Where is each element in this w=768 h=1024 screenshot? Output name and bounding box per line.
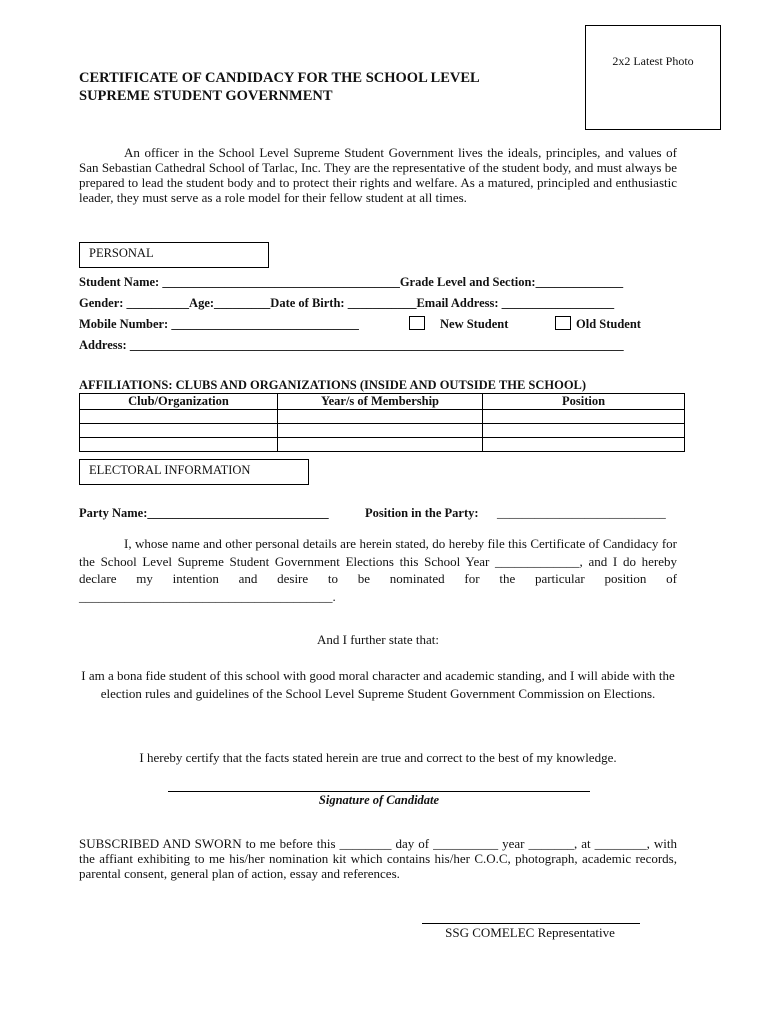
party-name-line: Party Name:_____________________________ bbox=[79, 506, 329, 520]
address-line: Address: _______________________________________________________________________________ bbox=[79, 338, 624, 352]
old-student-label: Old Student bbox=[576, 317, 641, 331]
table-cell[interactable] bbox=[278, 424, 483, 438]
table-cell[interactable] bbox=[483, 424, 685, 438]
candidate-signature-line bbox=[168, 791, 590, 792]
table-row bbox=[80, 410, 685, 424]
student-name-line: Student Name: ______________________________________Grade Level and Section:______________ bbox=[79, 275, 624, 289]
page-title bbox=[79, 69, 579, 105]
table-row bbox=[80, 424, 685, 438]
column-header: Club/Organization bbox=[80, 394, 278, 410]
table-cell[interactable] bbox=[80, 424, 278, 438]
mobile-line: Mobile Number: ______________________________ bbox=[79, 317, 359, 331]
photo-label: 2x2 Latest Photo bbox=[612, 54, 694, 68]
declaration-paragraph: I, whose name and other personal details are herein stated, do hereby file this Certificate of Candidacy for the School Level Supreme Student Government Elections this School Year _____________, and I do hereby declare my intention and desire to be nominated for the particular position of _______________________________________. bbox=[79, 536, 677, 604]
electoral-section-label: ELECTORAL INFORMATION bbox=[79, 459, 309, 485]
table-cell[interactable] bbox=[278, 410, 483, 424]
new-student-checkbox[interactable] bbox=[409, 316, 425, 330]
table-cell[interactable] bbox=[483, 410, 685, 424]
column-header: Year/s of Membership bbox=[278, 394, 483, 410]
affiliations-heading: AFFILIATIONS: CLUBS AND ORGANIZATIONS (INSIDE AND OUTSIDE THE SCHOOL) bbox=[79, 378, 587, 392]
table-cell[interactable] bbox=[80, 438, 278, 452]
new-student-label: New Student bbox=[440, 317, 509, 331]
signature-of-candidate-label: Signature of Candidate bbox=[318, 793, 440, 807]
bona-fide-paragraph: I am a bona fide student of this school with good moral character and academic standing, and I will abide with the election rules and guidelines of the School Level Supreme Student Government Commission on Elections. bbox=[81, 668, 675, 701]
table-row bbox=[80, 438, 685, 452]
gender-line: Gender: __________Age:_________Date of Birth: ___________Email Address: __________________ bbox=[79, 296, 615, 310]
intro-paragraph: An officer in the School Level Supreme Student Government lives the ideals, principles, and values of San Sebastian Cathedral School of Tarlac, Inc. They are the representative of the student body, and must always be prepared to lead the student body and to protect their rights and welfare. As a matured, principled and enthusiastic leader, they must serve as a role model for their fellow student at all times. bbox=[79, 145, 677, 205]
column-header: Position bbox=[483, 394, 685, 410]
certify-text: I hereby certify that the facts stated herein are true and correct to the best of my knowledge. bbox=[139, 750, 617, 765]
further-state-text: And I further state that: bbox=[316, 632, 439, 647]
comelec-representative-label: SSG COMELEC Representative bbox=[445, 925, 615, 940]
photo-box bbox=[585, 25, 721, 130]
position-in-party-label: Position in the Party: bbox=[365, 506, 479, 520]
title-line-1: CERTIFICATE OF CANDIDACY FOR THE SCHOOL LEVEL bbox=[79, 70, 480, 86]
subscribed-paragraph: SUBSCRIBED AND SWORN to me before this ________ day of __________ year _______, at ________, with the affiant exhibiting to me his/her nomination kit which contains his/her C.O.C, photograph, academic records, parental consent, general plan of action, essay and references. bbox=[79, 836, 677, 881]
position-in-party-blank: ___________________________ bbox=[497, 506, 666, 520]
table-cell[interactable] bbox=[80, 410, 278, 424]
table-header-row bbox=[80, 394, 685, 410]
title-line-2: SUPREME STUDENT GOVERNMENT bbox=[79, 88, 333, 104]
table-cell[interactable] bbox=[483, 438, 685, 452]
table-cell[interactable] bbox=[278, 438, 483, 452]
comelec-signature-line bbox=[422, 923, 640, 924]
personal-section-label: PERSONAL bbox=[79, 242, 269, 268]
old-student-checkbox[interactable] bbox=[555, 316, 571, 330]
affiliations-table bbox=[79, 393, 685, 452]
